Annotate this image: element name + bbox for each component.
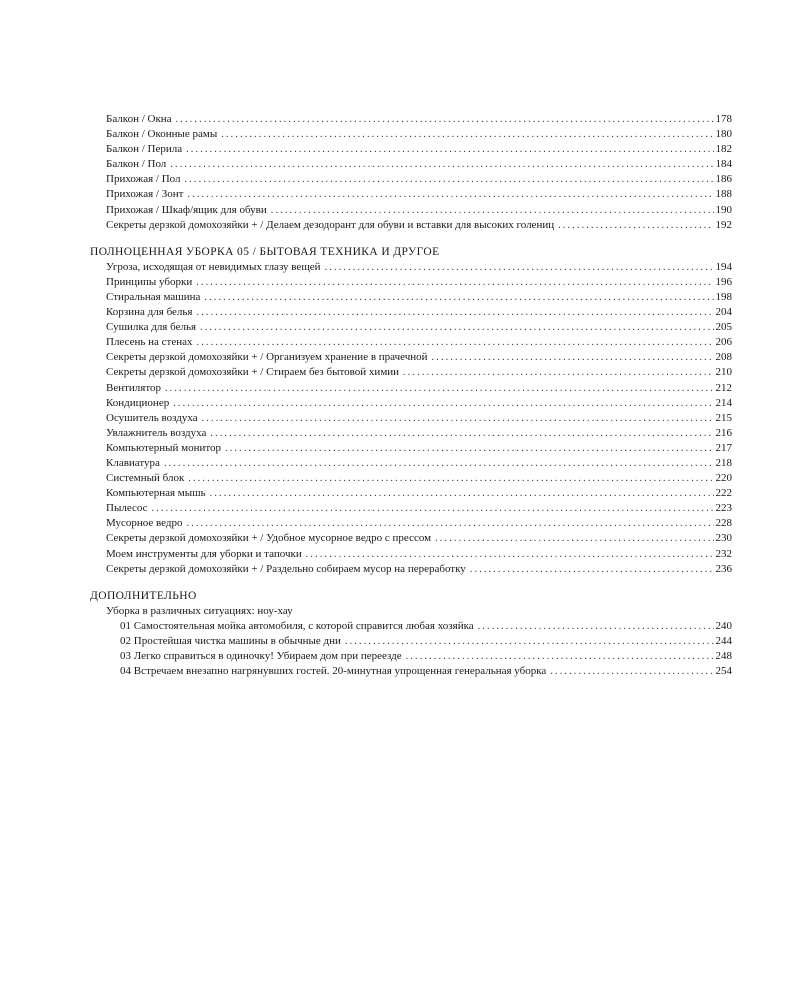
dot-leader	[306, 547, 714, 562]
toc-entry[interactable]	[90, 157, 732, 172]
toc-entry-label: Осушитель воздуха	[106, 411, 198, 424]
dot-leader	[435, 531, 713, 546]
toc-entry-page: 236	[715, 562, 732, 575]
toc-entry-page: 206	[715, 336, 732, 349]
toc-entry[interactable]	[90, 456, 732, 471]
dot-leader	[345, 634, 714, 649]
dot-leader	[470, 562, 714, 577]
toc-entry[interactable]	[90, 619, 732, 634]
toc-entry-label: Угроза, исходящая от невидимых глазу вещей	[106, 260, 321, 273]
dot-leader	[176, 112, 714, 127]
dot-leader	[196, 305, 713, 320]
toc-entry-page: 180	[715, 128, 732, 141]
toc-entry-page: 220	[715, 472, 732, 485]
dot-leader	[197, 335, 714, 350]
toc-entry-label: Секреты дерзкой домохозяйки + / Организуем хранение в прачечной	[106, 351, 428, 364]
toc-entry-page: 223	[715, 502, 732, 515]
toc-entry-label: 04 Встречаем внезапно нагрянувших гостей. 20-минутная упрощенная генеральная уборка	[120, 665, 547, 678]
toc-entry-page: 205	[715, 321, 732, 334]
toc-entry[interactable]	[90, 218, 732, 233]
toc-entry[interactable]	[90, 664, 732, 679]
toc-entry[interactable]	[90, 112, 732, 127]
toc-entry-page: 188	[715, 188, 732, 201]
dot-leader	[187, 187, 713, 202]
toc-entry[interactable]	[90, 142, 732, 157]
toc-entry-label: Вентилятор	[106, 381, 162, 394]
toc-entry[interactable]	[90, 290, 732, 305]
dot-leader	[225, 441, 713, 456]
toc-section-additional	[90, 588, 732, 679]
toc-entry[interactable]	[90, 172, 732, 187]
toc-entry-label: Кондиционер	[106, 396, 170, 409]
toc-entry-page: 192	[715, 218, 732, 231]
toc-entry-label: Пылесос	[106, 502, 148, 515]
toc-entry-page: 215	[715, 411, 732, 424]
toc-entry-label: Системный блок	[106, 472, 185, 485]
toc-entry[interactable]	[90, 365, 732, 380]
toc-entry-page: 254	[715, 665, 732, 678]
toc-entry[interactable]	[90, 516, 732, 531]
toc-entry[interactable]	[90, 486, 732, 501]
toc-entry-label: Клавиатура	[106, 456, 160, 469]
toc-section-appliances	[90, 244, 732, 577]
toc-entry-page: 194	[715, 260, 732, 273]
dot-leader	[406, 649, 714, 664]
toc-entry-label: Прихожая / Шкаф/ящик для обуви	[106, 203, 267, 216]
toc-entry[interactable]	[90, 471, 732, 486]
toc-subsection-title: Уборка в различных ситуациях: ноу-хау	[106, 604, 293, 617]
toc-entry-label: Принципы уборки	[106, 275, 193, 288]
table-of-contents	[90, 112, 732, 679]
toc-entry[interactable]	[90, 396, 732, 411]
toc-entry[interactable]	[90, 335, 732, 350]
toc-entry-page: 222	[715, 487, 732, 500]
toc-entry-page: 218	[715, 456, 732, 469]
dot-leader	[164, 456, 714, 471]
dot-leader	[202, 411, 714, 426]
dot-leader	[170, 157, 713, 172]
toc-entry-label: Балкон / Оконные рамы	[106, 128, 218, 141]
toc-entry-label: Прихожая / Зонт	[106, 188, 184, 201]
dot-leader	[210, 426, 713, 441]
toc-entry-label: Секреты дерзкой домохозяйки + / Раздельно собираем мусор на переработку	[106, 562, 466, 575]
toc-entry-label: Мусорное ведро	[106, 517, 183, 530]
toc-entry-page: 178	[715, 113, 732, 125]
dot-leader	[188, 471, 713, 486]
dot-leader	[200, 320, 713, 335]
section-title: ДОПОЛНИТЕЛЬНО	[90, 589, 197, 602]
toc-entry-page: 232	[715, 547, 732, 560]
toc-entry-page: 216	[715, 426, 732, 439]
dot-leader	[403, 365, 713, 380]
toc-entry-page: 204	[715, 306, 732, 319]
dot-leader	[187, 516, 714, 531]
toc-entry-page: 196	[715, 275, 732, 288]
toc-entry-label: Секреты дерзкой домохозяйки + / Делаем дезодорант для обуви и вставки для высоких голениц	[106, 218, 555, 231]
toc-entry[interactable]	[90, 127, 732, 142]
toc-entry-page: 244	[715, 634, 732, 647]
toc-entry[interactable]	[90, 562, 732, 577]
toc-entry-label: Стиральная машина	[106, 290, 201, 303]
toc-entry-page: 230	[715, 532, 732, 545]
toc-entry[interactable]	[90, 501, 732, 516]
toc-entry[interactable]	[90, 350, 732, 365]
dot-leader	[558, 218, 713, 233]
toc-entry-label: Компьютерная мышь	[106, 487, 206, 500]
toc-entry-label: Секреты дерзкой домохозяйки + / Удобное мусорное ведро с прессом	[106, 532, 432, 545]
toc-entry-page: 210	[715, 366, 732, 379]
toc-entry-page: 198	[715, 290, 732, 303]
dot-leader	[325, 260, 714, 275]
dot-leader	[432, 350, 714, 365]
toc-entry-page: 186	[715, 173, 732, 186]
toc-entry[interactable]	[90, 260, 732, 275]
dot-leader	[186, 142, 713, 157]
toc-entry[interactable]	[90, 441, 732, 456]
dot-leader	[550, 664, 713, 679]
toc-entry-page: 228	[715, 517, 732, 530]
toc-entry[interactable]	[90, 634, 732, 649]
toc-entry[interactable]	[90, 381, 732, 396]
toc-entry-page: 248	[715, 650, 732, 662]
dot-leader	[221, 127, 713, 142]
toc-entry-page: 212	[715, 381, 732, 394]
toc-entry-label: Секреты дерзкой домохозяйки + / Стираем без бытовой химии	[106, 366, 400, 379]
toc-entry[interactable]	[90, 305, 732, 320]
toc-entry-page: 184	[715, 158, 732, 171]
toc-entry-label: Балкон / Пол	[106, 158, 167, 171]
toc-entry[interactable]	[90, 531, 732, 546]
toc-entry-page: 217	[715, 441, 732, 454]
dot-leader	[165, 381, 713, 396]
toc-entry-page: 214	[715, 396, 732, 409]
toc-entry-page: 208	[715, 351, 732, 364]
toc-entry-page: 182	[715, 143, 732, 156]
toc-entry-label: Плесень на стенах	[106, 336, 193, 349]
toc-entry[interactable]	[90, 187, 732, 202]
dot-leader	[173, 396, 713, 411]
dot-leader	[271, 203, 714, 218]
toc-entry[interactable]	[90, 320, 732, 335]
section-title: ПОЛНОЦЕННАЯ УБОРКА 05 / БЫТОВАЯ ТЕХНИКА И ДРУГОЕ	[90, 245, 440, 258]
dot-leader	[478, 619, 714, 634]
toc-entry[interactable]	[90, 547, 732, 562]
toc-entry[interactable]	[90, 411, 732, 426]
dot-leader	[204, 290, 713, 305]
toc-entry[interactable]	[90, 203, 732, 218]
toc-entry-page: 240	[715, 619, 732, 632]
toc-entry-label: Балкон / Окна	[106, 113, 172, 125]
toc-entry[interactable]	[90, 426, 732, 441]
dot-leader	[196, 275, 713, 290]
toc-entry-label: Балкон / Перила	[106, 143, 183, 156]
toc-entry-label: Сушилка для белья	[106, 321, 197, 334]
toc-entry-label: Увлажнитель воздуха	[106, 426, 207, 439]
toc-entry-label: 03 Легко справиться в одиночку! Убираем дом при переезде	[120, 650, 402, 662]
dot-leader	[210, 486, 714, 501]
toc-entry-page: 190	[715, 203, 732, 216]
toc-entry-label: Компьютерный монитор	[106, 441, 222, 454]
toc-section-continued	[90, 112, 732, 233]
dot-leader	[185, 172, 714, 187]
toc-entry[interactable]	[90, 275, 732, 290]
dot-leader	[152, 501, 714, 516]
toc-entry-label: Прихожая / Пол	[106, 173, 181, 186]
toc-entry-label: Моем инструменты для уборки и тапочки	[106, 547, 302, 560]
toc-entry-label: 01 Самостоятельная мойка автомобиля, с которой справится любая хозяйка	[120, 619, 474, 632]
toc-entry[interactable]	[90, 649, 732, 664]
toc-entry-label: Корзина для белья	[106, 306, 193, 319]
toc-entry-label: 02 Простейшая чистка машины в обычные дни	[120, 634, 341, 647]
